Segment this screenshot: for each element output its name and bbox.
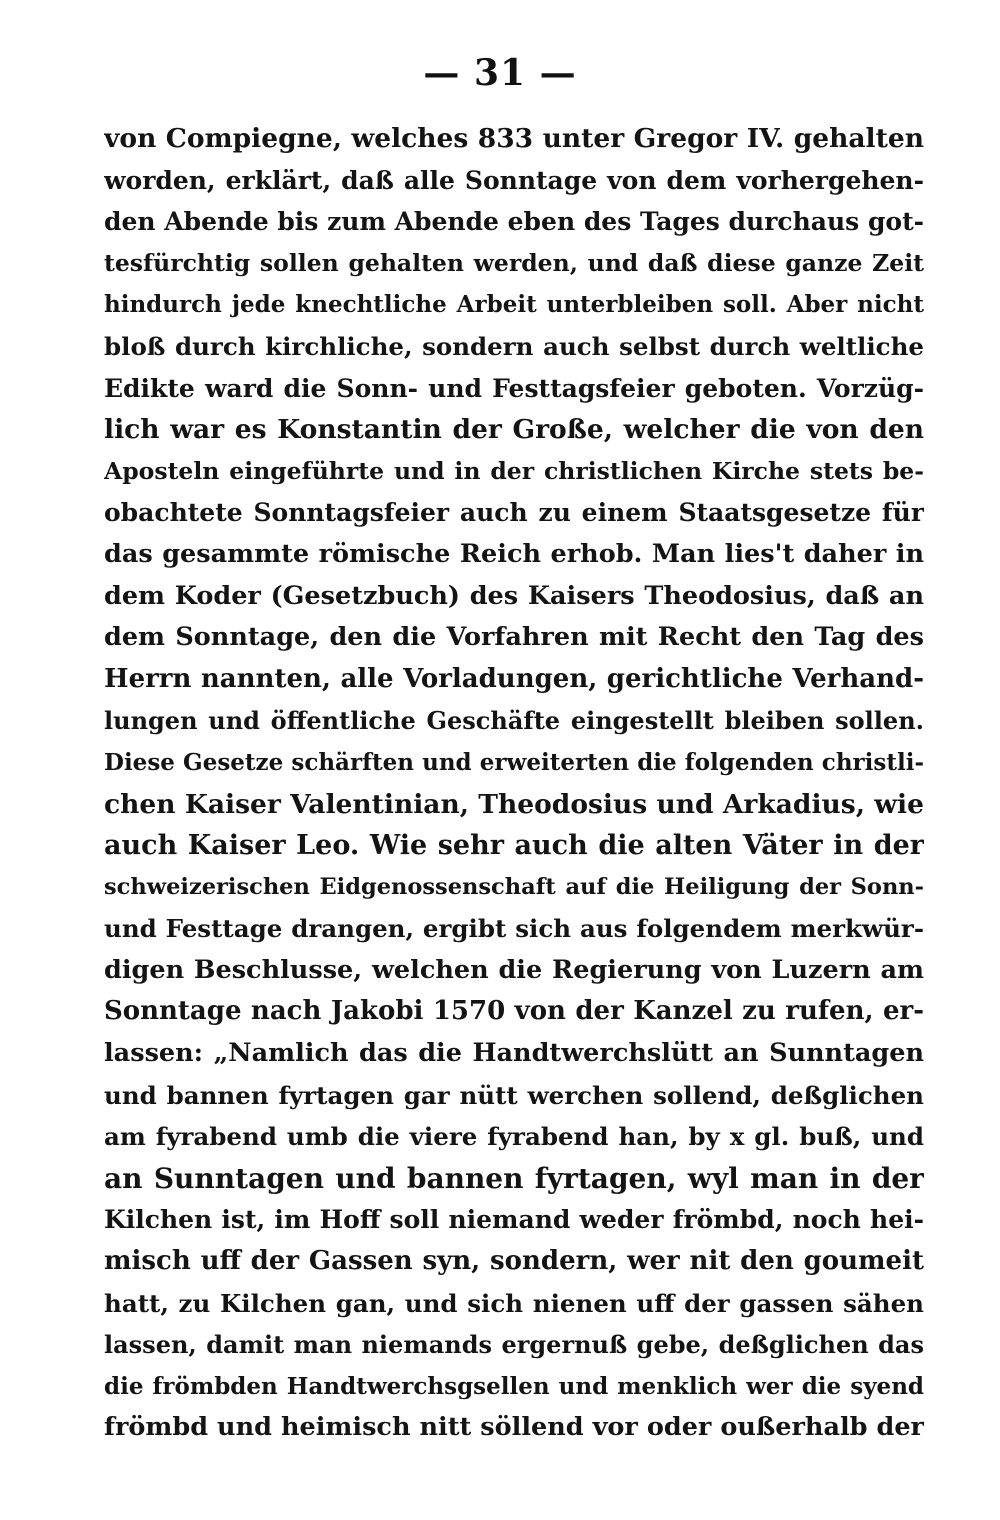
text-line: digen Beschlusse, welchen die Regierung von Luzern am — [104, 954, 924, 985]
text-line: und Festtage drangen, ergibt sich aus folgendem merkwür- — [104, 914, 924, 944]
text-line: Edikte ward die Sonn- und Festtagsfeier geboten. Vorzüg- — [104, 373, 924, 403]
text-line: lassen, damit man niemands ergernuß gebe, deßglichen das — [104, 1330, 924, 1360]
text-line: an Sunntagen und bannen fyrtagen, wyl man in der — [104, 1161, 924, 1195]
text-line: lich war es Konstantin der Große, welcher die von den — [104, 414, 924, 446]
text-line: die frömbden Handtwerchsgsellen und menklich wer die syend — [104, 1372, 924, 1400]
text-line: worden, erklärt, daß alle Sonntage von dem vorhergehen- — [104, 165, 924, 195]
text-line: den Abende bis zum Abende eben des Tages durchaus got- — [104, 207, 924, 237]
body-text — [104, 118, 924, 1449]
text-line: obachtete Sonntagsfeier auch zu einem Staatsgesetze für — [104, 498, 924, 528]
text-line: schweizerischen Eidgenossenschaft auf die Heiligung der Sonn- — [104, 873, 924, 900]
text-line: dem Koder (Gesetzbuch) des Kaisers Theodosius, daß an — [104, 580, 924, 611]
text-line: am fyrabend umb die viere fyrabend han, by x gl. buß, und — [104, 1122, 924, 1152]
text-line: von Compiegne, welches 833 unter Gregor IV. gehalten — [104, 123, 924, 154]
text-line: Sonntage nach Jakobi 1570 von der Kanzel zu rufen, er- — [104, 996, 924, 1027]
page-number: — 31 — — [423, 52, 577, 94]
text-line: Diese Gesetze schärften und erweiterten die folgenden christli- — [104, 748, 924, 776]
text-line: misch uff der Gassen syn, sondern, wer nit den goumeit — [104, 1246, 924, 1277]
text-line: auch Kaiser Leo. Wie sehr auch die alten Väter in der — [104, 830, 924, 862]
text-line: Aposteln eingeführte und in der christlichen Kirche stets be- — [104, 456, 924, 485]
text-line: Herrn nannten, alle Vorladungen, gerichtliche Verhand- — [104, 663, 924, 694]
text-line: bloß durch kirchliche, sondern auch selbst durch weltliche — [104, 331, 924, 361]
text-line: das gesammte römische Reich erhob. Man lies't daher in — [104, 538, 924, 569]
text-line: dem Sonntage, den die Vorfahren mit Recht den Tag des — [104, 622, 924, 653]
text-line: chen Kaiser Valentinian, Theodosius und Arkadius, wie — [104, 788, 924, 820]
text-line: Kilchen ist, im Hoff soll niemand weder frömbd, noch hei- — [104, 1205, 924, 1235]
text-line: lungen und öffentliche Geschäfte eingestellt bleiben sollen. — [104, 706, 924, 736]
text-line: hindurch jede knechtliche Arbeit unterbleiben soll. Aber nicht — [104, 291, 924, 319]
text-line: lassen: „Namlich das die Handtwerchslütt an Sunntagen — [104, 1038, 924, 1069]
text-line: tesfürchtig sollen gehalten werden, und daß diese ganze Zeit — [104, 248, 924, 277]
text-line: und bannen fyrtagen gar nütt werchen sollend, deßglichen — [104, 1080, 924, 1110]
text-line: frömbd und heimisch nitt söllend vor oder oußerhalb der — [104, 1412, 924, 1443]
text-line: hatt, zu Kilchen gan, und sich nienen uff der gassen sähen — [104, 1288, 924, 1318]
